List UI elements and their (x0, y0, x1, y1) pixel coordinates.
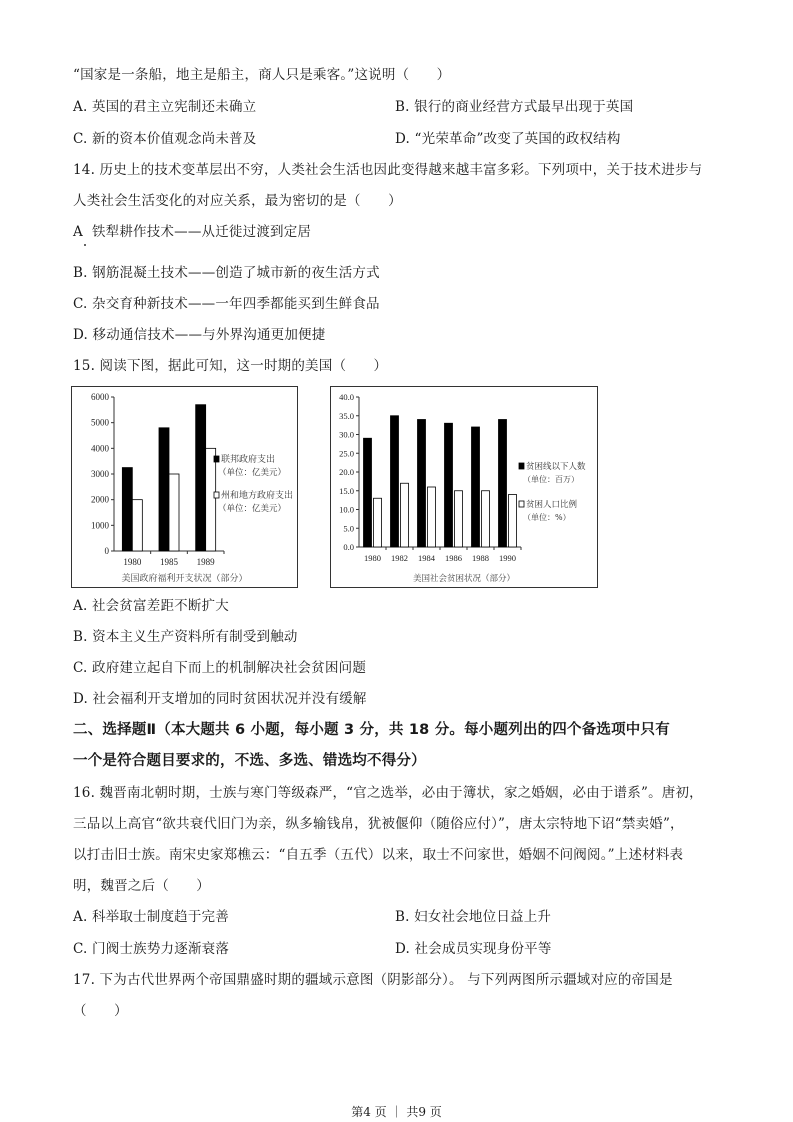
y-tick-label: 20.0 (339, 467, 354, 477)
legend-swatch (519, 501, 524, 507)
y-tick-label: 30.0 (339, 429, 354, 440)
q14-option-a: A 铁犁耕作技术——从迁徙过渡到定居 (73, 224, 312, 240)
legend-unit: （单位：亿美元） (218, 468, 287, 478)
x-tick-label: 1988 (472, 553, 489, 563)
bar-black (499, 420, 507, 548)
legend-swatch (519, 463, 524, 469)
legend-swatch (214, 492, 219, 498)
bar-white (509, 495, 517, 548)
section2-heading-line2: 一个是符合题目要求的，不选、多选、错选均不得分） (73, 753, 426, 769)
x-tick-label: 1990 (499, 553, 516, 563)
bar-black (122, 468, 132, 551)
bar-white (401, 483, 409, 547)
y-tick-label: 0.0 (343, 542, 354, 552)
y-tick-label: 4000 (91, 443, 109, 454)
q16-stem-line2: 三品以上高官“欲共衰代旧门为亲，纵多输钱帛，犹被偃仰（随俗应付）”，唐太宗特地下诏“禁卖婚”， (73, 816, 684, 832)
bar-white (374, 498, 382, 547)
q13-option-c: C. 新的资本价值观念尚未普及 (73, 131, 257, 147)
legend-label: 贫困线以下人数 (526, 462, 586, 472)
chart-title: 美国社会贫困状况（部分） (412, 574, 516, 584)
bar-white (482, 491, 490, 547)
legend-label: 联邦政府支出 (221, 455, 276, 465)
x-tick-label: 1986 (445, 553, 462, 563)
q17-stem-line1: 17. 下为古代世界两个帝国鼎盛时期的疆域示意图（阴影部分）。 与下列两图所示疆域对应的帝国是 (73, 972, 673, 988)
q15-option-b: B. 资本主义生产资料所有制受到触动 (73, 629, 298, 645)
y-tick-label: 10.0 (339, 504, 354, 515)
y-tick-label: 40.0 (339, 392, 354, 402)
q17-stem-line2: （ ） (73, 1003, 128, 1019)
q16-option-c: C. 门阀士族势力逐渐衰落 (73, 941, 230, 957)
q13-option-b: B. 银行的商业经营方式最早出现于英国 (395, 99, 634, 115)
bar-black (196, 405, 206, 551)
y-tick-label: 15.0 (339, 485, 354, 496)
bar-black (418, 420, 426, 548)
q15-option-a: A. 社会贫富差距不断扩大 (73, 598, 229, 614)
q14-option-b: B. 钢筋混凝土技术——创造了城市新的夜生活方式 (73, 265, 380, 281)
q13-option-d: D. “光荣革命”改变了英国的政权结构 (395, 131, 621, 147)
bar-black (391, 416, 399, 547)
x-tick-label: 1980 (364, 553, 381, 563)
legend-unit: （单位：亿美元） (218, 504, 287, 514)
q16-stem-line1: 16. 魏晋南北朝时期，士族与寒门等级森严，“官之选举，必由于簿状，家之婚姻，必由于谱系”。唐初， (73, 785, 703, 801)
q13-stem: “国家是一条船，地主是船主，商人只是乘客。”这说明（ ） (73, 67, 451, 83)
legend-unit: （单位：%） (523, 513, 571, 522)
legend-label: 州和地方政府支出 (221, 491, 294, 501)
q14-stem-line2: 人类社会生活变化的对应关系，最为密切的是（ ） (73, 193, 402, 209)
q15-option-c: C. 政府建立起自下而上的机制解决社会贫困问题 (73, 660, 367, 676)
y-tick-label: 25.0 (339, 448, 354, 459)
y-tick-label: 3000 (91, 469, 109, 479)
bar-black (472, 427, 480, 547)
bar-white (428, 487, 436, 547)
q14-stem-line1: 14. 历史上的技术变革层出不穷，人类社会生活也因此变得越来越丰富多彩。下列项中，关于技术进步与 (73, 162, 703, 178)
legend-label: 贫困人口比例 (526, 500, 578, 510)
q14-option-d: D. 移动通信技术——与外界沟通更加便捷 (73, 327, 326, 343)
y-tick-label: 2000 (91, 494, 109, 505)
legend-unit: （单位：百万） (523, 475, 579, 484)
q16-option-b: B. 妇女社会地位日益上升 (395, 909, 552, 925)
q13-option-a: A. 英国的君主立宪制还未确立 (73, 99, 257, 115)
x-tick-label: 1989 (196, 557, 215, 567)
y-tick-label: 35.0 (339, 410, 354, 421)
bar-white (132, 500, 142, 551)
q16-stem-line3: 以打击旧士族。南宋史家郑樵云：“自五季（五代）以来，取士不问家世，婚姻不问阀阅。”上述材料表 (73, 847, 684, 863)
bar-white (169, 474, 179, 551)
bar-black (364, 438, 372, 547)
x-tick-label: 1980 (123, 557, 142, 567)
x-tick-label: 1982 (391, 553, 408, 563)
x-tick-label: 1984 (418, 553, 435, 563)
y-tick-label: 0 (104, 546, 109, 556)
y-tick-label: 1000 (91, 520, 109, 531)
bar-white (455, 491, 463, 547)
q16-option-d: D. 社会成员实现身份平等 (395, 941, 552, 957)
q15-option-d: D. 社会福利开支增加的同时贫困状况并没有缓解 (73, 691, 367, 707)
bar-black (445, 423, 453, 547)
legend-swatch (214, 456, 219, 462)
x-tick-label: 1985 (160, 557, 178, 567)
q15-stem: 15. 阅读下图，据此可知，这一时期的美国（ ） (73, 358, 388, 374)
page-footer: 第4 页 ｜ 共9 页 (351, 1105, 442, 1119)
section2-heading-line1: 二、选择题Ⅱ（本大题共 6 小题，每小题 3 分，共 18 分。每小题列出的四个备选项中只有 (73, 722, 670, 738)
stray-dot (84, 244, 86, 246)
q14-option-c: C. 杂交育种新技术——一年四季都能买到生鲜食品 (73, 296, 380, 312)
q16-option-a: A. 科举取士制度趋于完善 (73, 909, 229, 925)
q16-stem-line4: 明，魏晋之后（ ） (73, 878, 210, 894)
chart-welfare-svg (72, 387, 297, 587)
y-tick-label: 6000 (91, 392, 109, 402)
bar-white (206, 448, 216, 551)
chart-poverty-svg (331, 387, 597, 587)
bar-black (159, 428, 169, 551)
y-tick-label: 5.0 (343, 523, 354, 534)
chart-welfare-spending (71, 386, 298, 588)
chart-poverty (330, 386, 598, 588)
y-tick-label: 5000 (91, 417, 109, 428)
chart-title: 美国政府福利开支状况（部分） (121, 574, 248, 584)
